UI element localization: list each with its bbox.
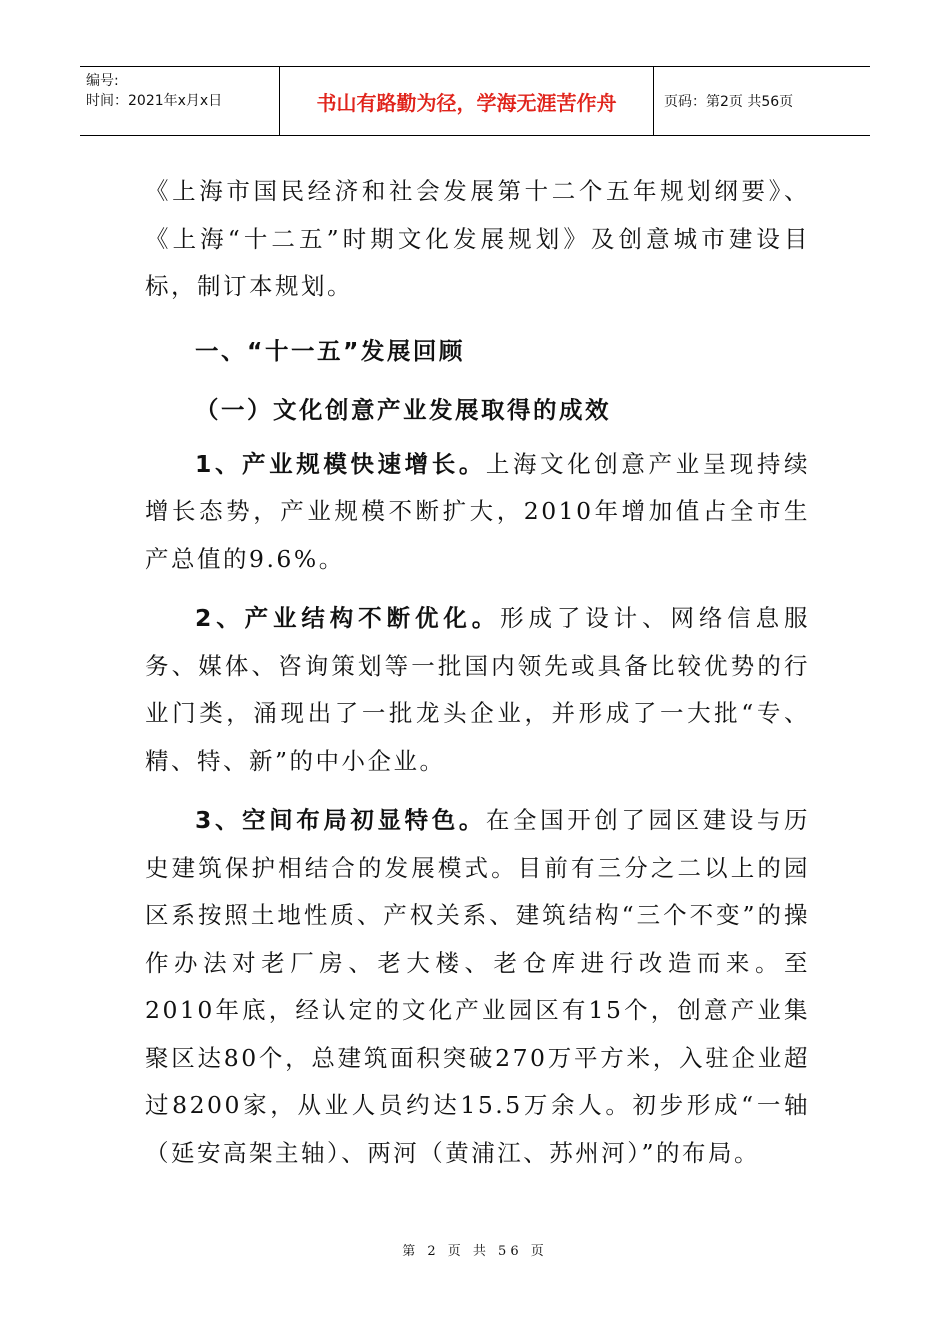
page-footer: 第 2 页 共 56 页 [402, 1244, 548, 1259]
item-text-3: 在全国开创了园区建设与历史建筑保护相结合的发展模式。目前有三分之二以上的园区系按照土地性质、产权关系、建筑结构“三个不变”的操作办法对老厂房、老大楼、老仓库进行改造而来。至2010年底，经认定的文化产业园区有15个，创意产业集聚区达80个，总建筑面积突破270万平方米，入驻企业超过8200家，从业人员约达15.5万余人。初步形成“一轴（延安高架主轴）、两河（黄浦江、苏州河）”的布局。 [145, 806, 810, 1167]
header-motto: 书山有路勤为径，学海无涯苦作舟 [280, 67, 654, 135]
header-page-info: 页码：第2页 共56页 [664, 94, 794, 110]
intro-paragraph: 《上海市国民经济和社会发展第十二个五年规划纲要》、《上海“十二五”时期文化发展规划》及创意城市建设目标，制订本规划。 [145, 177, 810, 300]
item-paragraph-2 [145, 595, 810, 785]
header-meta [80, 67, 280, 135]
item-paragraph-3 [145, 797, 810, 1177]
item-lead-2: 2、产业结构不断优化。 [195, 604, 501, 632]
item-paragraph-1 [145, 441, 810, 584]
item-text-1: 上海文化创意产业呈现持续增长态势，产业规模不断扩大，2010年增加值占全市生产总值的9.6%。 [145, 449, 810, 573]
item-lead-1: 1、产业规模快速增长。 [195, 449, 486, 478]
time-label: 时间：2021年x月x日 [86, 93, 223, 109]
subsection-heading: （一）文化创意产业发展取得的成效 [195, 395, 611, 424]
number-label: 编号: [86, 73, 119, 89]
section-heading: 一、“十一五”发展回顾 [195, 336, 465, 365]
document-body [145, 168, 810, 1177]
item-lead-3: 3、空间布局初显特色。 [195, 806, 486, 834]
item-text-2: 形成了设计、网络信息服务、媒体、咨询策划等一批国内领先或具备比较优势的行业门类，涌现出了一批龙头企业，并形成了一大批“专、精、特、新”的中小企业。 [145, 604, 811, 775]
document-header [80, 66, 870, 136]
